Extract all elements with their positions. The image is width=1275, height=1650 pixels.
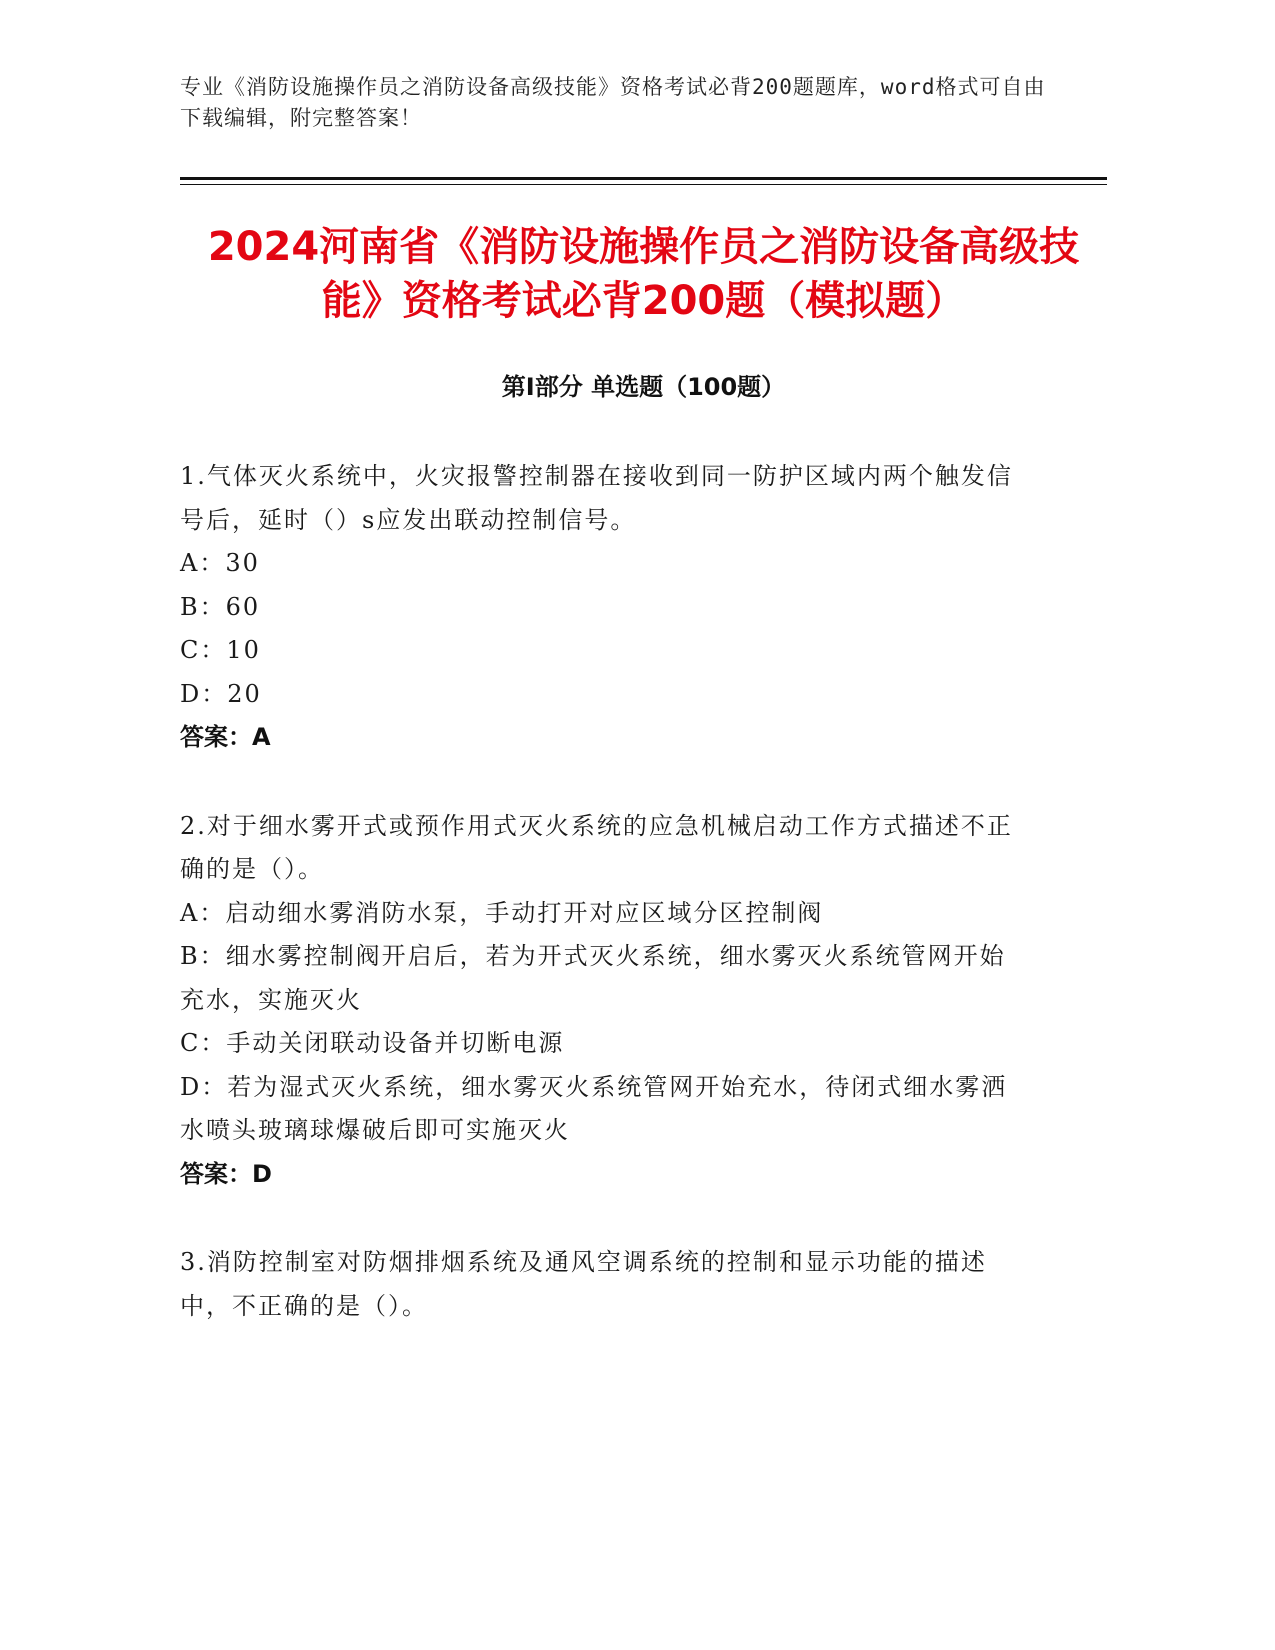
answer: 答案：A bbox=[180, 723, 271, 751]
header-divider-thick bbox=[180, 177, 1107, 180]
option-b: B：细水雾控制阀开启后，若为开式灭火系统，细水雾灭火系统管网开始充水，实施灭火 bbox=[180, 942, 1006, 1014]
question-list bbox=[180, 455, 1030, 1373]
question-2 bbox=[180, 805, 1030, 1197]
option-a: A：30 bbox=[180, 549, 260, 577]
question-text: 3.消防控制室对防烟排烟系统及通风空调系统的控制和显示功能的描述中，不正确的是（）。 bbox=[180, 1248, 987, 1320]
question-3 bbox=[180, 1241, 1030, 1328]
question-1 bbox=[180, 455, 1030, 760]
option-d: D：若为湿式灭火系统，细水雾灭火系统管网开始充水，待闭式细水雾洒水喷头玻璃球爆破后即可实施灭火 bbox=[180, 1072, 1008, 1144]
header-divider-thin bbox=[180, 184, 1107, 185]
question-text: 2.对于细水雾开式或预作用式灭火系统的应急机械启动工作方式描述不正确的是（）。 bbox=[180, 811, 1013, 883]
option-c: C：10 bbox=[180, 636, 261, 664]
section-heading: 第I部分 单选题（100题） bbox=[501, 373, 786, 401]
option-d: D：20 bbox=[180, 679, 262, 708]
answer: 答案：D bbox=[180, 1159, 272, 1188]
header-note: 专业《消防设施操作员之消防设备高级技能》资格考试必背200题题库，word格式可自由下载编辑，附完整答案！ bbox=[180, 75, 1046, 130]
document-title: 2024河南省《消防设施操作员之消防设备高级技能》资格考试必背200题（模拟题） bbox=[207, 224, 1080, 324]
option-b: B：60 bbox=[180, 592, 261, 621]
option-a: A：启动细水雾消防水泵，手动打开对应区域分区控制阀 bbox=[180, 898, 824, 927]
question-text: 1.气体灭火系统中，火灾报警控制器在接收到同一防护区域内两个触发信号后，延时（）s应发出联动控制信号。 bbox=[180, 462, 1013, 534]
option-c: C：手动关闭联动设备并切断电源 bbox=[180, 1029, 565, 1057]
